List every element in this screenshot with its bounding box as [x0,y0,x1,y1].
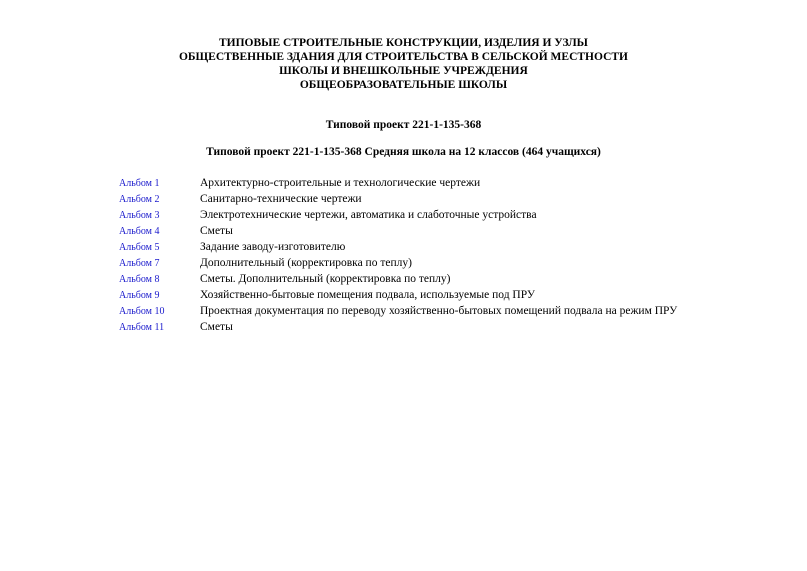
album-description-8: Сметы. Дополнительный (корректировка по теплу) [200,273,451,285]
album-description-10: Проектная документация по переводу хозяйственно-бытовых помещений подвала на режим ПРУ [200,305,678,317]
album-row-1 [119,177,739,193]
album-description-3: Электротехнические чертежи, автоматика и слаботочные устройства [200,209,537,221]
album-row-10 [119,305,739,321]
album-description-4: Сметы [200,225,233,237]
album-link-10[interactable]: Альбом 10 [119,306,165,317]
album-row-11 [119,321,739,337]
album-description-9: Хозяйственно-бытовые помещения подвала, используемые под ПРУ [200,289,535,301]
album-description-5: Задание заводу-изготовителю [200,241,346,253]
header-line: ТИПОВЫЕ СТРОИТЕЛЬНЫЕ КОНСТРУКЦИИ, ИЗДЕЛИЯ И УЗЛЫ [219,37,588,49]
album-row-4 [119,225,739,241]
album-description-1: Архитектурно-строительные и технологические чертежи [200,177,481,189]
album-description-11: Сметы [200,321,233,333]
album-description-7: Дополнительный (корректировка по теплу) [200,257,412,269]
album-link-5[interactable]: Альбом 5 [119,242,160,253]
album-row-3 [119,209,739,225]
album-link-4[interactable]: Альбом 4 [119,226,160,237]
header-line: ШКОЛЫ И ВНЕШКОЛЬНЫЕ УЧРЕЖДЕНИЯ [279,65,528,77]
album-link-11[interactable]: Альбом 11 [119,322,165,333]
project-code: Типовой проект 221-1-135-368 [325,119,482,131]
album-row-2 [119,193,739,209]
album-row-5 [119,241,739,257]
album-link-2[interactable]: Альбом 2 [119,194,160,205]
album-link-9[interactable]: Альбом 9 [119,290,160,301]
project-title: Типовой проект 221-1-135-368 Средняя школа на 12 классов (464 учащихся) [206,146,601,158]
album-list [119,177,739,337]
album-link-7[interactable]: Альбом 7 [119,258,160,269]
album-link-1[interactable]: Альбом 1 [119,178,160,189]
album-link-8[interactable]: Альбом 8 [119,274,160,285]
document-header [0,36,807,92]
album-row-8 [119,273,739,289]
album-description-2: Санитарно-технические чертежи [200,193,362,205]
header-line: ОБЩЕСТВЕННЫЕ ЗДАНИЯ ДЛЯ СТРОИТЕЛЬСТВА В СЕЛЬСКОЙ МЕСТНОСТИ [178,51,629,63]
album-row-9 [119,289,739,305]
album-row-7 [119,257,739,273]
header-line: ОБЩЕОБРАЗОВАТЕЛЬНЫЕ ШКОЛЫ [299,79,508,91]
album-link-3[interactable]: Альбом 3 [119,210,160,221]
